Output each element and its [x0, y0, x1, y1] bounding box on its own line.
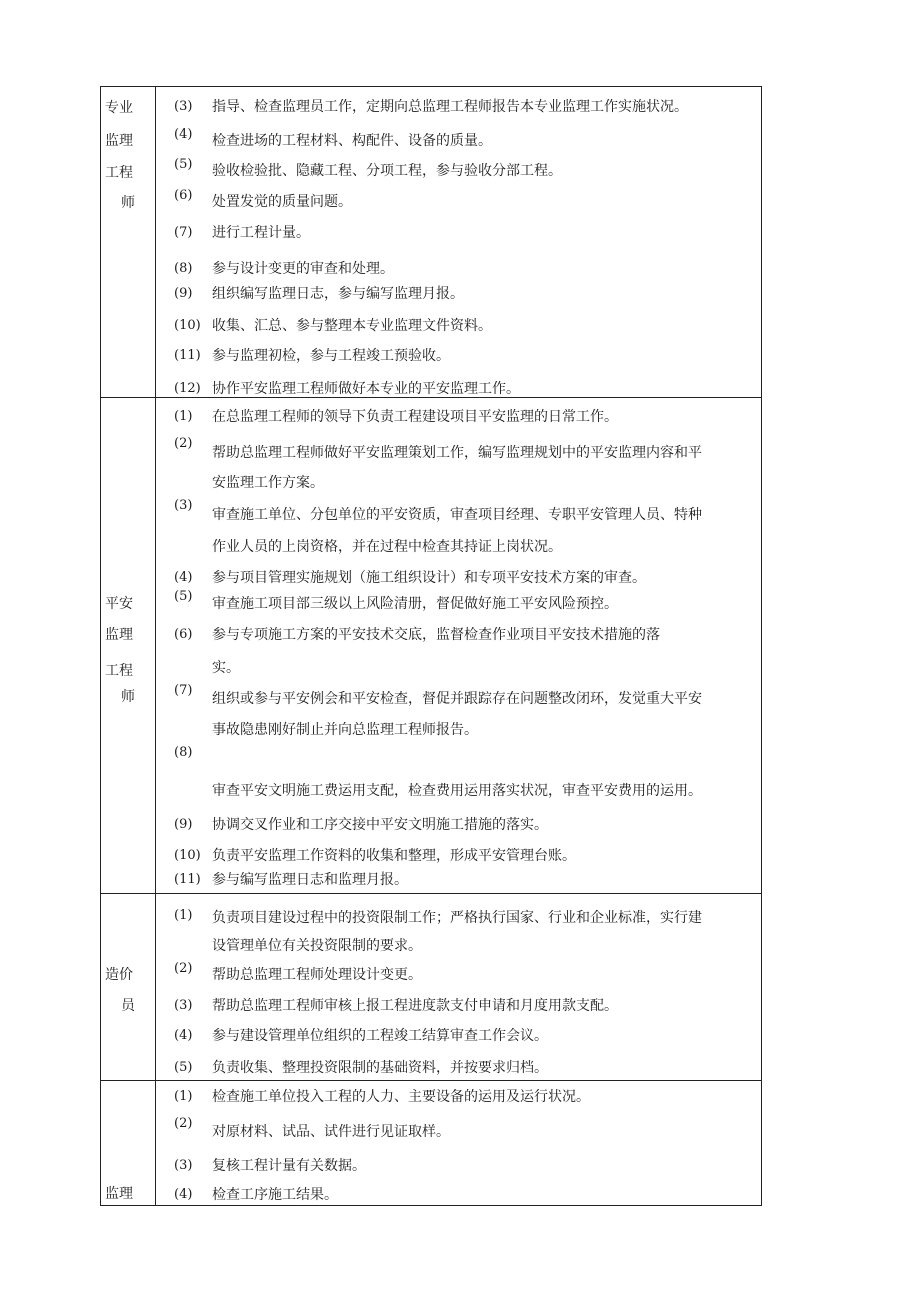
item-text: 实。 — [212, 660, 240, 676]
item-number: (2) — [174, 961, 193, 976]
item-number: (1) — [174, 908, 193, 923]
item-text: 协作平安监理工程师做好本专业的平安监理工作。 — [212, 381, 520, 397]
item-text: 对原材料、试品、试件进行见证取样。 — [212, 1124, 450, 1140]
item-text: 复核工程计量有关数据。 — [212, 1158, 366, 1174]
item-number: (6) — [174, 188, 193, 203]
item-number: (4) — [174, 570, 193, 585]
item-text: 负责项目建设过程中的投资限制工作；严格执行国家、行业和企业标准，实行建 — [212, 910, 702, 926]
item-number: (4) — [174, 1028, 193, 1043]
item-text: 在总监理工程师的领导下负责工程建设项目平安监理的日常工作。 — [212, 409, 618, 425]
item-number: (12) — [174, 381, 201, 396]
item-text: 帮助总监理工程师处理设计变更。 — [212, 967, 422, 983]
item-number: (6) — [174, 627, 193, 642]
item-text: 帮助总监理工程师做好平安监理策划工作，编写监理规划中的平安监理内容和平 — [212, 445, 702, 461]
item-number: (4) — [174, 1187, 193, 1202]
item-number: (10) — [174, 848, 201, 863]
item-text: 协调交叉作业和工序交接中平安文明施工措施的落实。 — [212, 817, 548, 833]
item-text: 事故隐患刚好制止并向总监理工程师报告。 — [212, 722, 478, 738]
role-label: 员 — [121, 998, 135, 1014]
item-text: 安监理工作方案。 — [212, 475, 324, 491]
item-number: (8) — [174, 745, 193, 760]
item-number: (9) — [174, 286, 193, 301]
item-number: (3) — [174, 1158, 193, 1173]
role-label: 工程 — [105, 663, 133, 679]
role-label: 平安 — [105, 596, 133, 612]
item-number: (10) — [174, 318, 201, 333]
item-text: 检查工序施工结果。 — [212, 1187, 338, 1203]
item-text: 参与项目管理实施规划（施工组织设计）和专项平安技术方案的审查。 — [212, 570, 646, 586]
duty-table — [100, 86, 762, 1206]
item-number: (7) — [174, 225, 193, 240]
item-text: 负责平安监理工作资料的收集和整理，形成平安管理台账。 — [212, 848, 576, 864]
role-label: 师 — [121, 689, 135, 705]
item-text: 参与监理初检，参与工程竣工预验收。 — [212, 348, 450, 364]
role-label: 监理 — [105, 133, 133, 149]
item-text: 负责收集、整理投资限制的基础资料，并按要求归档。 — [212, 1060, 548, 1076]
item-number: (3) — [174, 99, 193, 114]
column-divider — [155, 87, 156, 1205]
item-number: (2) — [174, 1116, 193, 1131]
role-label: 造价 — [105, 967, 133, 983]
item-number: (7) — [174, 683, 193, 698]
item-text: 验收检验批、隐藏工程、分项工程，参与验收分部工程。 — [212, 163, 562, 179]
item-number: (1) — [174, 409, 193, 424]
item-number: (8) — [174, 261, 193, 276]
row-divider — [101, 893, 761, 894]
item-text: 组织编写监理日志，参与编写监理月报。 — [212, 286, 464, 302]
item-text: 参与专项施工方案的平安技术交底，监督检查作业项目平安技术措施的落 — [212, 627, 660, 643]
item-text: 进行工程计量。 — [212, 225, 310, 241]
item-number: (5) — [174, 157, 193, 172]
role-label: 师 — [121, 195, 135, 211]
item-number: (9) — [174, 817, 193, 832]
item-text: 检查进场的工程材料、构配件、设备的质量。 — [212, 133, 492, 149]
role-label: 监理 — [105, 627, 133, 643]
item-text: 指导、检查监理员工作，定期向总监理工程师报告本专业监理工作实施状况。 — [212, 99, 688, 115]
item-text: 检查施工单位投入工程的人力、主要设备的运用及运行状况。 — [212, 1089, 590, 1105]
item-text: 审查施工项目部三级以上风险清册，督促做好施工平安风险预控。 — [212, 596, 618, 612]
item-number: (3) — [174, 498, 193, 513]
item-number: (11) — [174, 872, 201, 887]
item-number: (5) — [174, 589, 193, 604]
item-text: 参与设计变更的审查和处理。 — [212, 261, 394, 277]
item-text: 收集、汇总、参与整理本专业监理文件资料。 — [212, 318, 492, 334]
item-number: (4) — [174, 127, 193, 142]
role-label: 监理 — [105, 1186, 133, 1202]
role-label: 专业 — [105, 100, 133, 116]
item-text: 设管理单位有关投资限制的要求。 — [212, 938, 422, 954]
item-number: (2) — [174, 436, 193, 451]
item-number: (11) — [174, 348, 201, 363]
item-text: 作业人员的上岗资格，并在过程中检查其持证上岗状况。 — [212, 539, 562, 555]
item-number: (5) — [174, 1060, 193, 1075]
item-text: 处置发觉的质量问题。 — [212, 194, 352, 210]
item-text: 组织或参与平安例会和平安检查，督促并跟踪存在问题整改闭环，发觉重大平安 — [212, 691, 702, 707]
row-divider — [101, 1080, 761, 1081]
item-text: 帮助总监理工程师审核上报工程进度款支付申请和月度用款支配。 — [212, 998, 618, 1014]
item-number: (1) — [174, 1089, 193, 1104]
item-text: 审查平安文明施工费运用支配，检查费用运用落实状况，审查平安费用的运用。 — [212, 783, 702, 799]
item-text: 参与编写监理日志和监理月报。 — [212, 872, 408, 888]
item-number: (3) — [174, 998, 193, 1013]
item-text: 参与建设管理单位组织的工程竣工结算审查工作会议。 — [212, 1028, 548, 1044]
item-text: 审查施工单位、分包单位的平安资质，审查项目经理、专职平安管理人员、特种 — [212, 507, 702, 523]
role-label: 工程 — [105, 165, 133, 181]
